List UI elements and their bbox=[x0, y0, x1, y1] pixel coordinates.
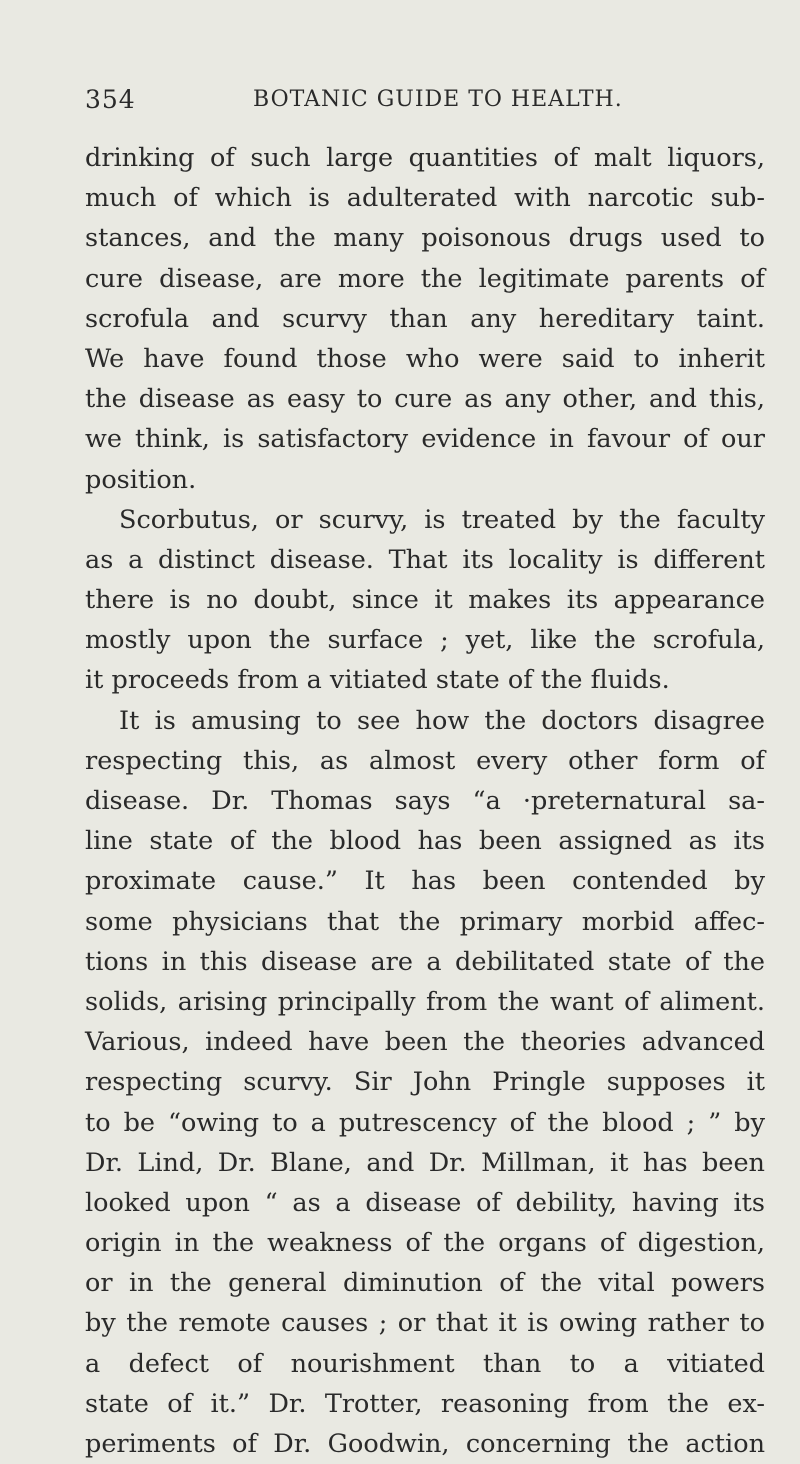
text-line: proximate cause.” It has been contended by bbox=[85, 866, 765, 897]
text-line: We have found those who were said to inherit bbox=[85, 343, 765, 374]
text-line: we think, is satisfactory evidence in favour of our bbox=[85, 424, 765, 455]
text-line: scrofula and scurvy than any hereditary taint. bbox=[85, 303, 765, 334]
page-number: 354 bbox=[85, 85, 136, 114]
text-line: some physicians that the primary morbid affec- bbox=[85, 906, 765, 937]
text-line: Dr. Lind, Dr. Blane, and Dr. Millman, it has been bbox=[85, 1147, 765, 1178]
text-line: the disease as easy to cure as any other, and this, bbox=[85, 384, 765, 415]
text-line: Various, indeed have been the theories advanced bbox=[85, 1027, 765, 1058]
text-line: tions in this disease are a debilitated state of the bbox=[85, 946, 765, 977]
running-head: BOTANIC GUIDE TO HEALTH. bbox=[253, 87, 623, 112]
text-line: stances, and the many poisonous drugs used to bbox=[85, 223, 765, 254]
body-text bbox=[85, 138, 765, 1464]
text-line: periments of Dr. Goodwin, concerning the action bbox=[85, 1429, 765, 1459]
text-line: there is no doubt, since it makes its appearance bbox=[85, 585, 765, 616]
text-line: Scorbutus, or scurvy, is treated by the faculty bbox=[119, 504, 765, 535]
text-line: looked upon “ as a disease of debility, having its bbox=[85, 1187, 765, 1218]
text-line: cure disease, are more the legitimate parents of bbox=[85, 263, 765, 294]
page-header bbox=[85, 80, 765, 120]
text-line: drinking of such large quantities of malt liquors, bbox=[85, 143, 765, 173]
text-line: disease. Dr. Thomas says “a ·preternatural sa- bbox=[85, 786, 765, 816]
text-line: respecting scurvy. Sir John Pringle supposes it bbox=[85, 1067, 765, 1098]
text-line: or in the general diminution of the vital powers bbox=[85, 1268, 765, 1299]
text-line: origin in the weakness of the organs of digestion, bbox=[85, 1228, 765, 1259]
text-line: solids, arising principally from the want of aliment. bbox=[85, 986, 765, 1017]
text-line: much of which is adulterated with narcotic sub- bbox=[85, 183, 765, 214]
text-line: a defect of nourishment than to a vitiated bbox=[85, 1348, 765, 1379]
text-line: to be “owing to a putrescency of the blood ; ” by bbox=[85, 1107, 765, 1138]
text-line: it proceeds from a vitiated state of the fluids. bbox=[85, 665, 670, 696]
text-line: It is amusing to see how the doctors disagree bbox=[119, 705, 765, 736]
text-line: respecting this, as almost every other form of bbox=[85, 745, 765, 776]
text-line: line state of the blood has been assigned as its bbox=[85, 826, 765, 857]
text-line: by the remote causes ; or that it is owing rather to bbox=[85, 1308, 765, 1339]
text-line: state of it.” Dr. Trotter, reasoning from the ex- bbox=[85, 1388, 765, 1419]
text-line: as a distinct disease. That its locality is different bbox=[85, 544, 765, 575]
text-line: position. bbox=[85, 464, 197, 495]
text-line: mostly upon the surface ; yet, like the scrofula, bbox=[85, 625, 765, 656]
